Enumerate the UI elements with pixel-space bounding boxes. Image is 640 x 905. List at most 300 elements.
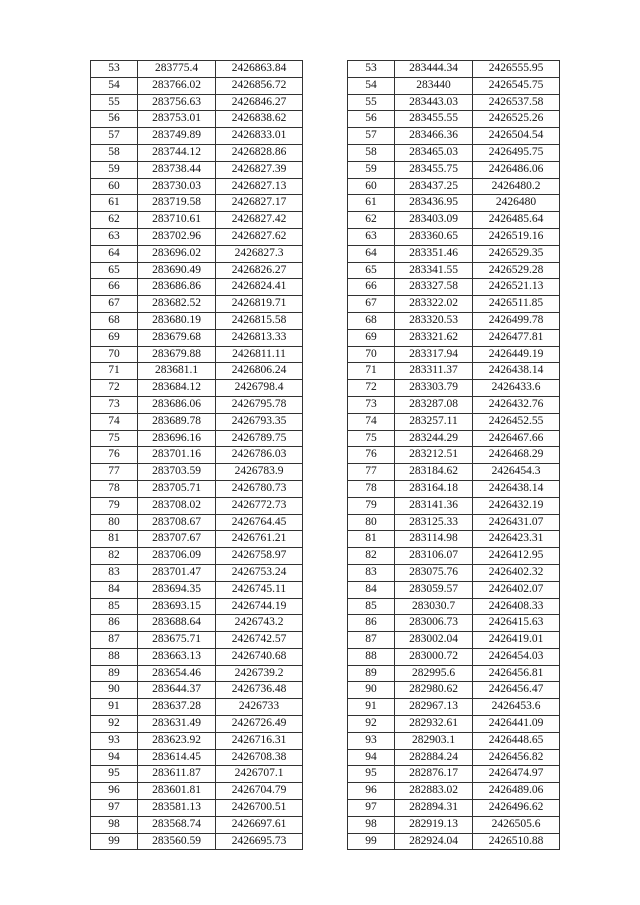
y-coordinate-cell: 2426467.66 [473, 430, 560, 447]
point-number-cell: 70 [91, 346, 138, 363]
x-coordinate-cell: 283303.79 [395, 380, 473, 397]
y-coordinate-cell: 2426838.62 [216, 111, 303, 128]
x-coordinate-cell: 283623.92 [138, 732, 216, 749]
point-number-cell: 89 [348, 665, 395, 682]
point-number-cell: 62 [91, 212, 138, 229]
point-number-cell: 56 [348, 111, 395, 128]
y-coordinate-cell: 2426486.06 [473, 161, 560, 178]
x-coordinate-cell: 283654.46 [138, 665, 216, 682]
x-coordinate-cell: 283455.75 [395, 161, 473, 178]
table-row [348, 682, 560, 699]
y-coordinate-cell: 2426433.6 [473, 380, 560, 397]
point-number-cell: 85 [91, 598, 138, 615]
point-number-cell: 95 [91, 766, 138, 783]
point-number-cell: 68 [91, 312, 138, 329]
table-row [91, 800, 303, 817]
y-coordinate-cell: 2426454.3 [473, 464, 560, 481]
x-coordinate-cell: 282884.24 [395, 749, 473, 766]
x-coordinate-cell: 283351.46 [395, 245, 473, 262]
y-coordinate-cell: 2426733 [216, 699, 303, 716]
coordinate-table-right [347, 60, 560, 850]
x-coordinate-cell: 283775.4 [138, 61, 216, 78]
point-number-cell: 73 [348, 396, 395, 413]
point-number-cell: 65 [91, 262, 138, 279]
x-coordinate-cell: 283637.28 [138, 699, 216, 716]
y-coordinate-cell: 2426856.72 [216, 77, 303, 94]
x-coordinate-cell: 283244.29 [395, 430, 473, 447]
point-number-cell: 90 [91, 682, 138, 699]
x-coordinate-cell: 282924.04 [395, 833, 473, 850]
x-coordinate-cell: 283744.12 [138, 144, 216, 161]
x-coordinate-cell: 282903.1 [395, 732, 473, 749]
point-number-cell: 95 [348, 766, 395, 783]
point-number-cell: 76 [348, 447, 395, 464]
y-coordinate-cell: 2426496.62 [473, 800, 560, 817]
y-coordinate-cell: 2426793.35 [216, 413, 303, 430]
x-coordinate-cell: 283738.44 [138, 161, 216, 178]
x-coordinate-cell: 283000.72 [395, 648, 473, 665]
x-coordinate-cell: 283681.1 [138, 363, 216, 380]
table-row [91, 245, 303, 262]
x-coordinate-cell: 283631.49 [138, 716, 216, 733]
point-number-cell: 84 [348, 581, 395, 598]
table-row [91, 77, 303, 94]
table-row [348, 800, 560, 817]
point-number-cell: 71 [91, 363, 138, 380]
y-coordinate-cell: 2426863.84 [216, 61, 303, 78]
point-number-cell: 63 [348, 228, 395, 245]
y-coordinate-cell: 2426555.95 [473, 61, 560, 78]
point-number-cell: 97 [348, 800, 395, 817]
table-row [91, 380, 303, 397]
table-row [348, 128, 560, 145]
point-number-cell: 97 [91, 800, 138, 817]
x-coordinate-cell: 283322.02 [395, 296, 473, 313]
x-coordinate-cell: 283321.62 [395, 329, 473, 346]
table-row [348, 94, 560, 111]
y-coordinate-cell: 2426827.39 [216, 161, 303, 178]
point-number-cell: 99 [91, 833, 138, 850]
point-number-cell: 54 [348, 77, 395, 94]
point-number-cell: 86 [91, 615, 138, 632]
table-row [348, 766, 560, 783]
table-row [91, 161, 303, 178]
table-row [348, 329, 560, 346]
y-coordinate-cell: 2426412.95 [473, 548, 560, 565]
y-coordinate-cell: 2426529.35 [473, 245, 560, 262]
y-coordinate-cell: 2426521.13 [473, 279, 560, 296]
x-coordinate-cell: 283455.55 [395, 111, 473, 128]
table-row [348, 447, 560, 464]
y-coordinate-cell: 2426448.65 [473, 732, 560, 749]
table-row [348, 732, 560, 749]
point-number-cell: 53 [91, 61, 138, 78]
point-number-cell: 77 [348, 464, 395, 481]
x-coordinate-cell: 283694.35 [138, 581, 216, 598]
x-coordinate-cell: 282995.6 [395, 665, 473, 682]
table-row [348, 749, 560, 766]
table-row [348, 312, 560, 329]
y-coordinate-cell: 2426815.58 [216, 312, 303, 329]
point-number-cell: 75 [91, 430, 138, 447]
table-row [91, 346, 303, 363]
point-number-cell: 66 [348, 279, 395, 296]
point-number-cell: 79 [348, 497, 395, 514]
y-coordinate-cell: 2426786.03 [216, 447, 303, 464]
table-row [91, 413, 303, 430]
table-row [348, 581, 560, 598]
y-coordinate-cell: 2426480 [473, 195, 560, 212]
table-row [348, 615, 560, 632]
point-number-cell: 60 [91, 178, 138, 195]
table-row [91, 94, 303, 111]
x-coordinate-cell: 283730.03 [138, 178, 216, 195]
point-number-cell: 90 [348, 682, 395, 699]
y-coordinate-cell: 2426456.82 [473, 749, 560, 766]
y-coordinate-cell: 2426432.76 [473, 396, 560, 413]
x-coordinate-cell: 283675.71 [138, 632, 216, 649]
table-row [91, 648, 303, 665]
table-row [348, 514, 560, 531]
x-coordinate-cell: 282932.61 [395, 716, 473, 733]
table-row [348, 363, 560, 380]
y-coordinate-cell: 2426780.73 [216, 480, 303, 497]
x-coordinate-cell: 282919.13 [395, 816, 473, 833]
x-coordinate-cell: 283756.63 [138, 94, 216, 111]
point-number-cell: 96 [91, 783, 138, 800]
x-coordinate-cell: 283341.55 [395, 262, 473, 279]
y-coordinate-cell: 2426529.28 [473, 262, 560, 279]
point-number-cell: 91 [91, 699, 138, 716]
x-coordinate-cell: 282894.31 [395, 800, 473, 817]
x-coordinate-cell: 283749.89 [138, 128, 216, 145]
point-number-cell: 60 [348, 178, 395, 195]
x-coordinate-cell: 283436.95 [395, 195, 473, 212]
y-coordinate-cell: 2426716.31 [216, 732, 303, 749]
table-row [348, 430, 560, 447]
y-coordinate-cell: 2426700.51 [216, 800, 303, 817]
y-coordinate-cell: 2426415.63 [473, 615, 560, 632]
point-number-cell: 87 [348, 632, 395, 649]
y-coordinate-cell: 2426708.38 [216, 749, 303, 766]
point-number-cell: 74 [348, 413, 395, 430]
table-row [348, 783, 560, 800]
x-coordinate-cell: 283114.98 [395, 531, 473, 548]
coordinate-table-left [90, 60, 303, 850]
table-row [91, 279, 303, 296]
point-number-cell: 65 [348, 262, 395, 279]
x-coordinate-cell: 283705.71 [138, 480, 216, 497]
table-row [91, 61, 303, 78]
point-number-cell: 84 [91, 581, 138, 598]
table-row [348, 632, 560, 649]
y-coordinate-cell: 2426402.07 [473, 581, 560, 598]
point-number-cell: 81 [348, 531, 395, 548]
point-number-cell: 72 [348, 380, 395, 397]
x-coordinate-cell: 283075.76 [395, 564, 473, 581]
table-row [91, 531, 303, 548]
point-number-cell: 82 [348, 548, 395, 565]
point-number-cell: 92 [91, 716, 138, 733]
y-coordinate-cell: 2426740.68 [216, 648, 303, 665]
y-coordinate-cell: 2426742.57 [216, 632, 303, 649]
point-number-cell: 91 [348, 699, 395, 716]
point-number-cell: 76 [91, 447, 138, 464]
y-coordinate-cell: 2426504.54 [473, 128, 560, 145]
table-row [91, 497, 303, 514]
x-coordinate-cell: 282883.02 [395, 783, 473, 800]
x-coordinate-cell: 283703.59 [138, 464, 216, 481]
point-number-cell: 88 [91, 648, 138, 665]
x-coordinate-cell: 283403.09 [395, 212, 473, 229]
y-coordinate-cell: 2426525.26 [473, 111, 560, 128]
point-number-cell: 92 [348, 716, 395, 733]
table-row [91, 581, 303, 598]
y-coordinate-cell: 2426761.21 [216, 531, 303, 548]
y-coordinate-cell: 2426485.64 [473, 212, 560, 229]
table-row [348, 296, 560, 313]
x-coordinate-cell: 283002.04 [395, 632, 473, 649]
y-coordinate-cell: 2426704.79 [216, 783, 303, 800]
x-coordinate-cell: 283125.33 [395, 514, 473, 531]
y-coordinate-cell: 2426846.27 [216, 94, 303, 111]
x-coordinate-cell: 283690.49 [138, 262, 216, 279]
table-row [91, 480, 303, 497]
table-row [91, 296, 303, 313]
y-coordinate-cell: 2426545.75 [473, 77, 560, 94]
x-coordinate-cell: 283320.53 [395, 312, 473, 329]
table-row [91, 682, 303, 699]
point-number-cell: 53 [348, 61, 395, 78]
x-coordinate-cell: 283560.59 [138, 833, 216, 850]
y-coordinate-cell: 2426519.16 [473, 228, 560, 245]
point-number-cell: 67 [91, 296, 138, 313]
table-row [91, 598, 303, 615]
table-row [91, 228, 303, 245]
table-row [348, 262, 560, 279]
y-coordinate-cell: 2426743.2 [216, 615, 303, 632]
table-row [91, 783, 303, 800]
y-coordinate-cell: 2426795.78 [216, 396, 303, 413]
x-coordinate-cell: 283006.73 [395, 615, 473, 632]
x-coordinate-cell: 283708.67 [138, 514, 216, 531]
x-coordinate-cell: 283644.37 [138, 682, 216, 699]
point-number-cell: 87 [91, 632, 138, 649]
x-coordinate-cell: 283696.16 [138, 430, 216, 447]
table-row [91, 262, 303, 279]
y-coordinate-cell: 2426806.24 [216, 363, 303, 380]
table-row [348, 497, 560, 514]
x-coordinate-cell: 283663.13 [138, 648, 216, 665]
point-number-cell: 75 [348, 430, 395, 447]
y-coordinate-cell: 2426456.81 [473, 665, 560, 682]
table-row [91, 329, 303, 346]
table-row [348, 245, 560, 262]
x-coordinate-cell: 283444.34 [395, 61, 473, 78]
table-row [348, 346, 560, 363]
y-coordinate-cell: 2426811.11 [216, 346, 303, 363]
x-coordinate-cell: 283611.87 [138, 766, 216, 783]
point-number-cell: 98 [91, 816, 138, 833]
point-number-cell: 86 [348, 615, 395, 632]
table-row [91, 464, 303, 481]
table-row [91, 716, 303, 733]
x-coordinate-cell: 283287.08 [395, 396, 473, 413]
point-number-cell: 72 [91, 380, 138, 397]
x-coordinate-cell: 283766.02 [138, 77, 216, 94]
y-coordinate-cell: 2426402.32 [473, 564, 560, 581]
table-row [348, 564, 560, 581]
y-coordinate-cell: 2426697.61 [216, 816, 303, 833]
y-coordinate-cell: 2426474.97 [473, 766, 560, 783]
point-number-cell: 82 [91, 548, 138, 565]
point-number-cell: 69 [348, 329, 395, 346]
point-number-cell: 69 [91, 329, 138, 346]
x-coordinate-cell: 283030.7 [395, 598, 473, 615]
table-row [91, 144, 303, 161]
point-number-cell: 83 [348, 564, 395, 581]
y-coordinate-cell: 2426827.13 [216, 178, 303, 195]
table-row [91, 699, 303, 716]
y-coordinate-cell: 2426441.09 [473, 716, 560, 733]
y-coordinate-cell: 2426764.45 [216, 514, 303, 531]
x-coordinate-cell: 283614.45 [138, 749, 216, 766]
y-coordinate-cell: 2426480.2 [473, 178, 560, 195]
y-coordinate-cell: 2426826.27 [216, 262, 303, 279]
y-coordinate-cell: 2426739.2 [216, 665, 303, 682]
table-row [91, 564, 303, 581]
point-number-cell: 93 [348, 732, 395, 749]
y-coordinate-cell: 2426432.19 [473, 497, 560, 514]
table-row [348, 178, 560, 195]
y-coordinate-cell: 2426438.14 [473, 480, 560, 497]
y-coordinate-cell: 2426499.78 [473, 312, 560, 329]
y-coordinate-cell: 2426753.24 [216, 564, 303, 581]
point-number-cell: 55 [348, 94, 395, 111]
point-number-cell: 56 [91, 111, 138, 128]
point-number-cell: 67 [348, 296, 395, 313]
point-number-cell: 74 [91, 413, 138, 430]
point-number-cell: 77 [91, 464, 138, 481]
x-coordinate-cell: 283164.18 [395, 480, 473, 497]
y-coordinate-cell: 2426827.17 [216, 195, 303, 212]
point-number-cell: 93 [91, 732, 138, 749]
point-number-cell: 85 [348, 598, 395, 615]
table-row [348, 111, 560, 128]
x-coordinate-cell: 283679.88 [138, 346, 216, 363]
table-row [348, 77, 560, 94]
x-coordinate-cell: 283311.37 [395, 363, 473, 380]
table-row [348, 144, 560, 161]
x-coordinate-cell: 283689.78 [138, 413, 216, 430]
table-row [348, 816, 560, 833]
x-coordinate-cell: 283686.86 [138, 279, 216, 296]
table-row [348, 212, 560, 229]
point-number-cell: 79 [91, 497, 138, 514]
table-row [348, 699, 560, 716]
table-row [91, 514, 303, 531]
y-coordinate-cell: 2426695.73 [216, 833, 303, 850]
y-coordinate-cell: 2426431.07 [473, 514, 560, 531]
y-coordinate-cell: 2426408.33 [473, 598, 560, 615]
table-row [348, 716, 560, 733]
y-coordinate-cell: 2426489.06 [473, 783, 560, 800]
y-coordinate-cell: 2426449.19 [473, 346, 560, 363]
x-coordinate-cell: 283327.58 [395, 279, 473, 296]
point-number-cell: 59 [348, 161, 395, 178]
y-coordinate-cell: 2426828.86 [216, 144, 303, 161]
x-coordinate-cell: 283581.13 [138, 800, 216, 817]
y-coordinate-cell: 2426745.11 [216, 581, 303, 598]
table-row [348, 464, 560, 481]
y-coordinate-cell: 2426468.29 [473, 447, 560, 464]
table-row [348, 531, 560, 548]
point-number-cell: 78 [91, 480, 138, 497]
x-coordinate-cell: 283706.09 [138, 548, 216, 565]
x-coordinate-cell: 283466.36 [395, 128, 473, 145]
point-number-cell: 64 [91, 245, 138, 262]
table-row [348, 195, 560, 212]
x-coordinate-cell: 283701.16 [138, 447, 216, 464]
table-row [91, 749, 303, 766]
x-coordinate-cell: 283682.52 [138, 296, 216, 313]
y-coordinate-cell: 2426456.47 [473, 682, 560, 699]
table-row [91, 548, 303, 565]
y-coordinate-cell: 2426419.01 [473, 632, 560, 649]
y-coordinate-cell: 2426798.4 [216, 380, 303, 397]
x-coordinate-cell: 283686.06 [138, 396, 216, 413]
table-row [348, 648, 560, 665]
y-coordinate-cell: 2426511.85 [473, 296, 560, 313]
y-coordinate-cell: 2426452.55 [473, 413, 560, 430]
table-row [91, 312, 303, 329]
x-coordinate-cell: 283440 [395, 77, 473, 94]
x-coordinate-cell: 283701.47 [138, 564, 216, 581]
y-coordinate-cell: 2426772.73 [216, 497, 303, 514]
y-coordinate-cell: 2426537.58 [473, 94, 560, 111]
point-number-cell: 98 [348, 816, 395, 833]
point-number-cell: 71 [348, 363, 395, 380]
x-coordinate-cell: 283693.15 [138, 598, 216, 615]
table-row [348, 548, 560, 565]
y-coordinate-cell: 2426833.01 [216, 128, 303, 145]
table-row [91, 732, 303, 749]
x-coordinate-cell: 283679.68 [138, 329, 216, 346]
x-coordinate-cell: 282876.17 [395, 766, 473, 783]
point-number-cell: 58 [91, 144, 138, 161]
table-row [348, 833, 560, 850]
x-coordinate-cell: 283696.02 [138, 245, 216, 262]
y-coordinate-cell: 2426827.42 [216, 212, 303, 229]
x-coordinate-cell: 283702.96 [138, 228, 216, 245]
point-number-cell: 64 [348, 245, 395, 262]
table-row [348, 228, 560, 245]
y-coordinate-cell: 2426438.14 [473, 363, 560, 380]
y-coordinate-cell: 2426477.81 [473, 329, 560, 346]
table-row [348, 413, 560, 430]
point-number-cell: 61 [91, 195, 138, 212]
point-number-cell: 54 [91, 77, 138, 94]
x-coordinate-cell: 283710.61 [138, 212, 216, 229]
point-number-cell: 58 [348, 144, 395, 161]
x-coordinate-cell: 283708.02 [138, 497, 216, 514]
table-row [348, 161, 560, 178]
y-coordinate-cell: 2426827.3 [216, 245, 303, 262]
y-coordinate-cell: 2426744.19 [216, 598, 303, 615]
y-coordinate-cell: 2426783.9 [216, 464, 303, 481]
table-row [348, 480, 560, 497]
table-row [348, 380, 560, 397]
